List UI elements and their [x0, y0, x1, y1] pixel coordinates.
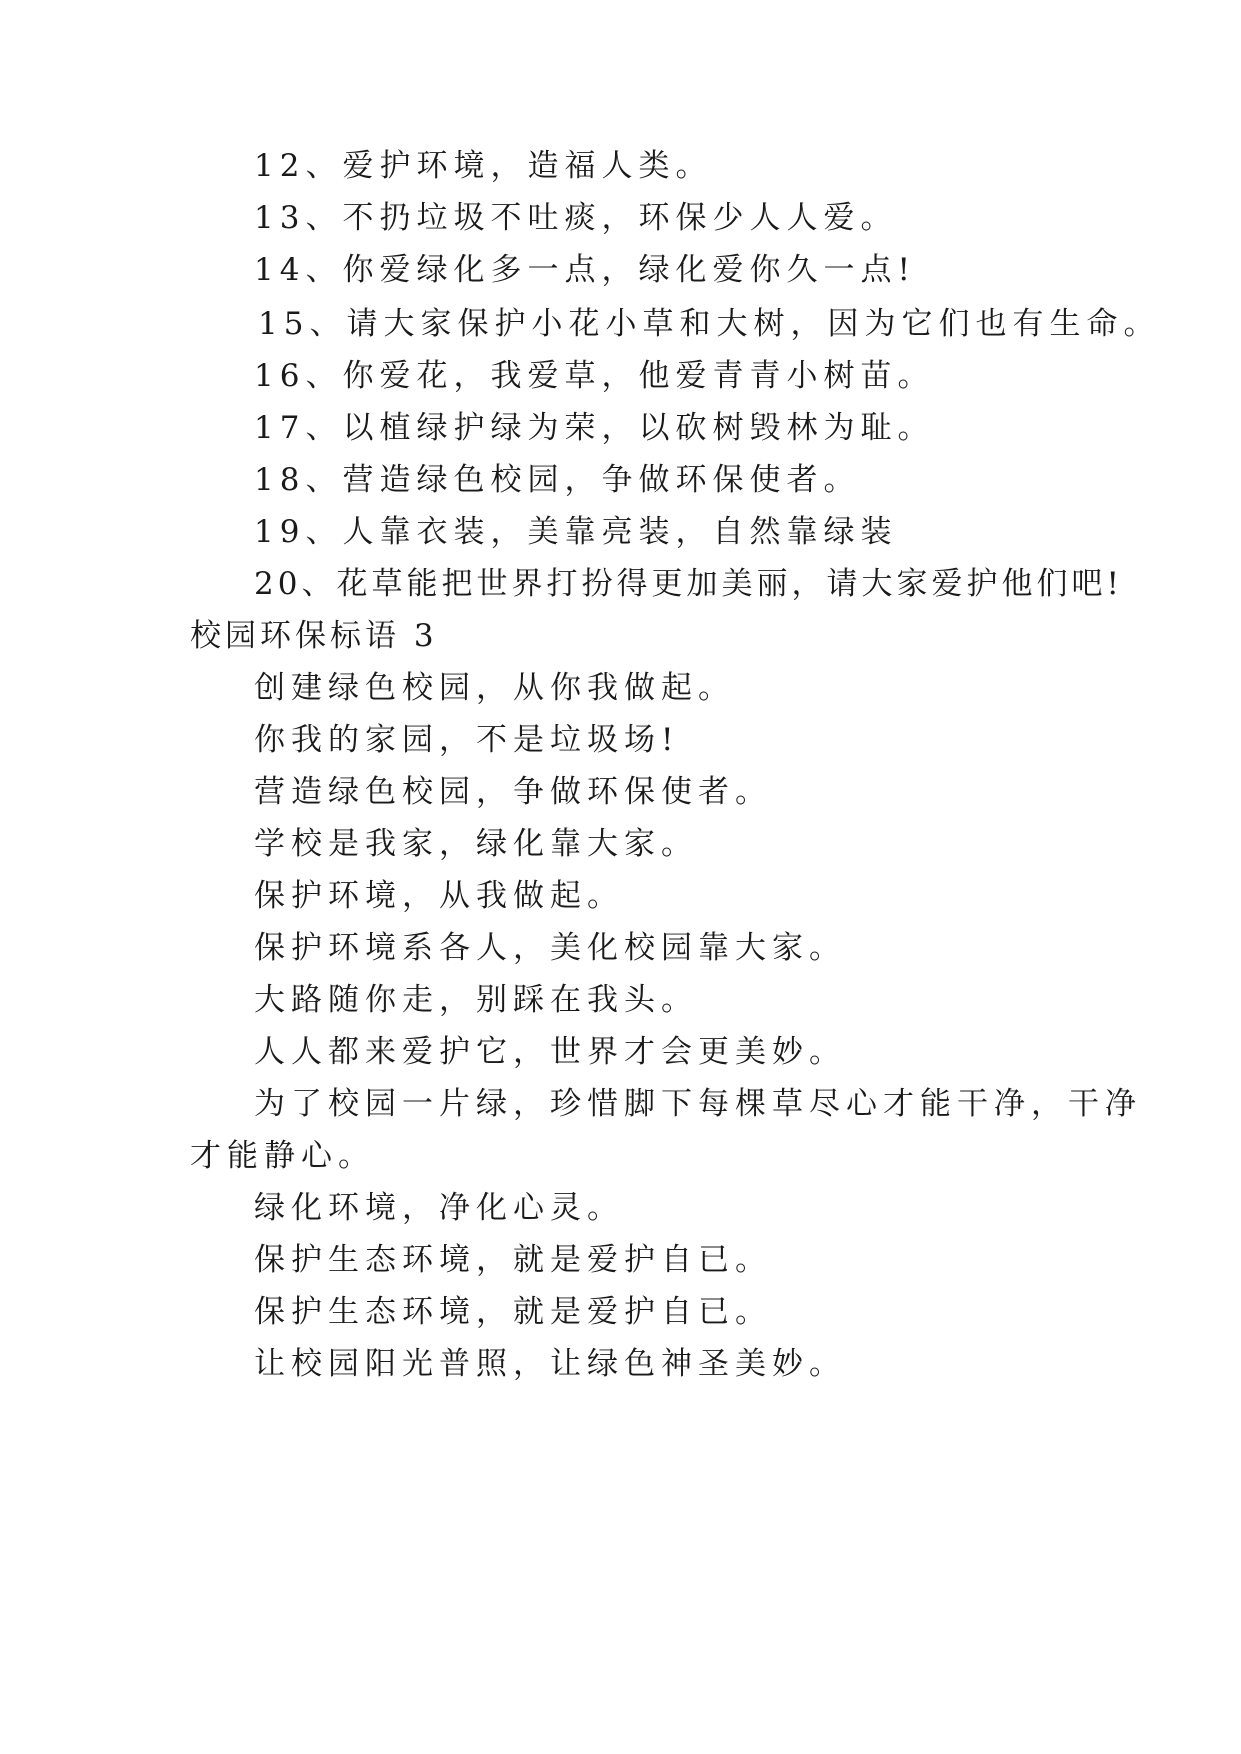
section-heading: 校园环保标语 3: [190, 618, 438, 654]
slogan-line: 你我的家园，不是垃圾场!: [254, 722, 680, 758]
slogan-18: 18、营造绿色校园，争做环保使者。: [254, 462, 861, 498]
slogan-14: 14、你爱绿化多一点，绿化爱你久一点!: [254, 252, 916, 288]
slogan-line: 保护生态环境，就是爱护自已。: [254, 1294, 772, 1330]
slogan-line-continuation: 才能静心。: [190, 1138, 375, 1174]
slogan-line: 让校园阳光普照，让绿色神圣美妙。: [254, 1346, 846, 1382]
slogan-line: 营造绿色校园，争做环保使者。: [254, 774, 772, 810]
slogan-19: 19、人靠衣装，美靠亮装，自然靠绿装: [254, 514, 898, 550]
slogan-line: 保护生态环境，就是爱护自已。: [254, 1242, 772, 1278]
slogan-20: 20、花草能把世界打扮得更加美丽，请大家爱护他们吧!: [254, 566, 1123, 602]
slogan-line: 绿化环境，净化心灵。: [254, 1190, 624, 1226]
slogan-line: 为了校园一片绿，珍惜脚下每棵草尽心才能干净，干净: [254, 1086, 1142, 1122]
slogan-12: 12、爱护环境，造福人类。: [254, 148, 713, 184]
slogan-16: 16、你爱花，我爱草，他爱青青小树苗。: [254, 358, 935, 394]
slogan-15: 15、请大家保护小花小草和大树，因为它们也有生命。: [258, 306, 1161, 342]
slogan-line: 人人都来爱护它，世界才会更美妙。: [254, 1034, 846, 1070]
slogan-line: 保护环境系各人，美化校园靠大家。: [254, 930, 846, 966]
slogan-line: 保护环境，从我做起。: [254, 878, 624, 914]
slogan-line: 创建绿色校园，从你我做起。: [254, 670, 735, 706]
slogan-line: 学校是我家，绿化靠大家。: [254, 826, 698, 862]
slogan-17: 17、以植绿护绿为荣，以砍树毁林为耻。: [254, 410, 935, 446]
slogan-line: 大路随你走，别踩在我头。: [254, 982, 698, 1018]
slogan-13: 13、不扔垃圾不吐痰，环保少人人爱。: [254, 200, 898, 236]
